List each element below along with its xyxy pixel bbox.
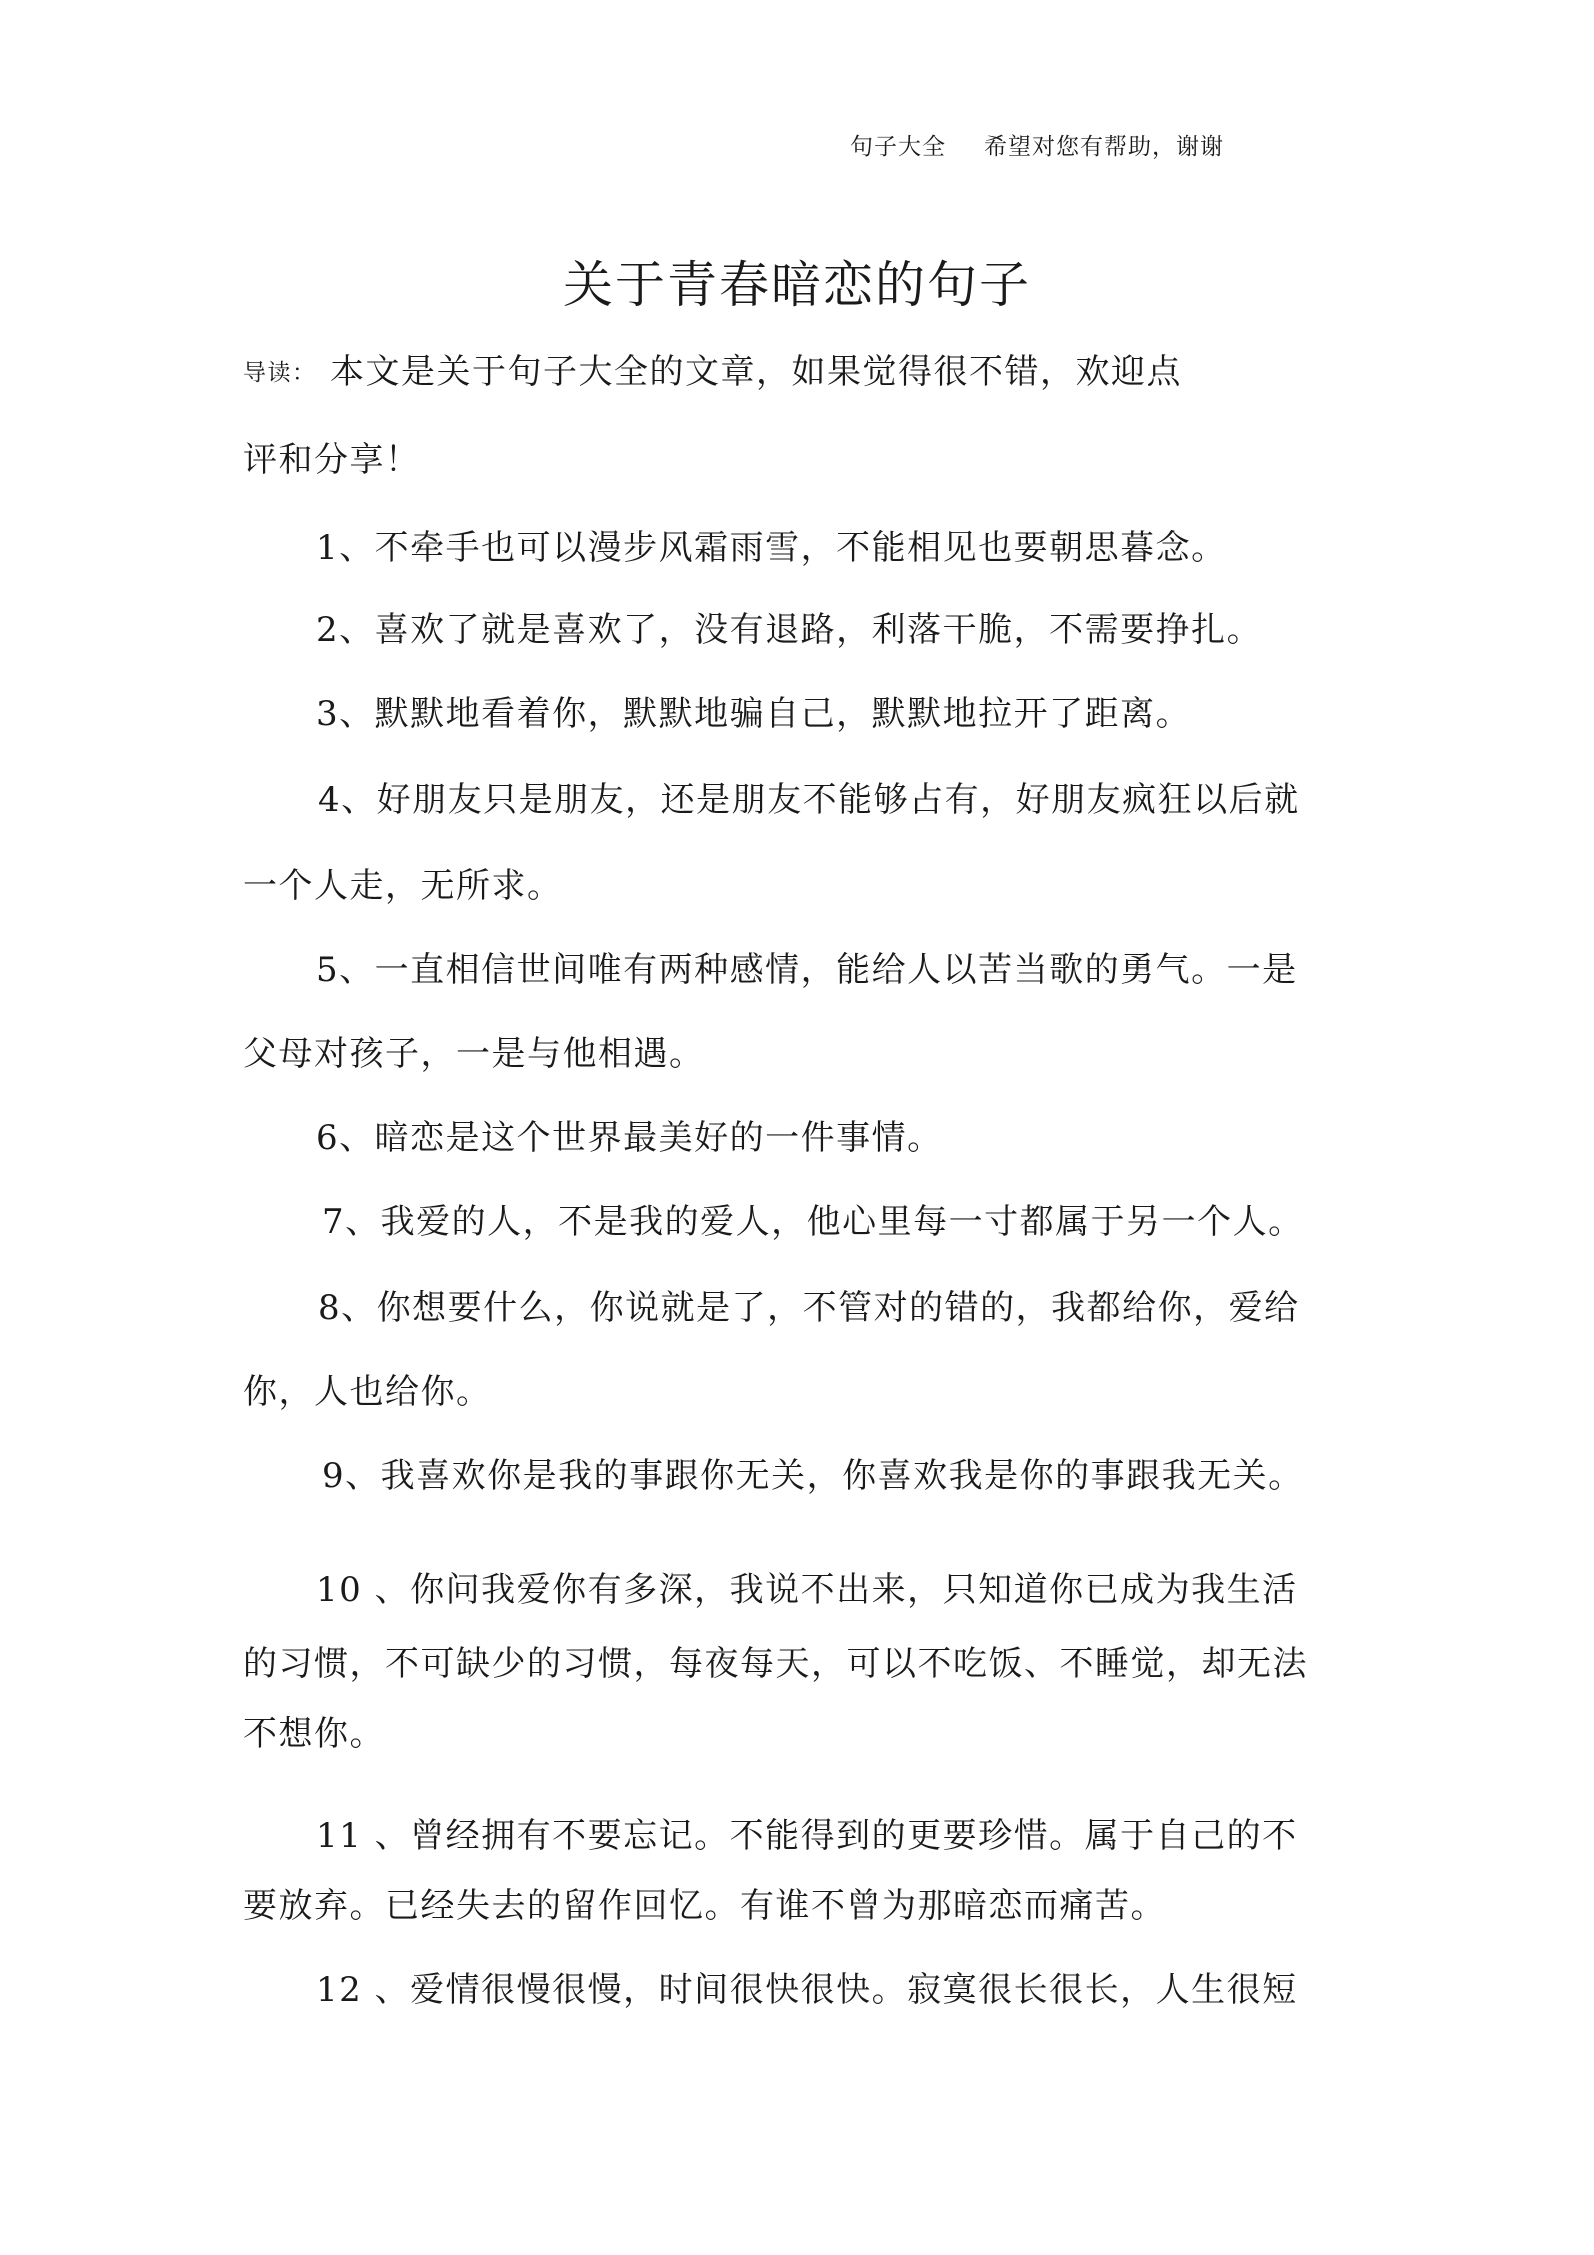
header-right-text: 希望对您有帮助，谢谢 — [984, 134, 1224, 160]
list-item-line: 4、好朋友只是朋友，还是朋友不能够占有，好朋友疯狂以后就 — [318, 780, 1300, 820]
list-item-line: 1、不牵手也可以漫步风霜雨雪，不能相见也要朝思暮念。 — [316, 528, 1227, 568]
list-item-line: 10 、你问我爱你有多深，我说不出来，只知道你已成为我生活 — [316, 1570, 1298, 1610]
list-item-line: 父母对孩子，一是与他相遇。 — [243, 1034, 705, 1074]
list-item-line: 7、我爱的人，不是我的爱人，他心里每一寸都属于另一个人。 — [322, 1202, 1304, 1242]
list-item-line: 你，人也给你。 — [243, 1372, 492, 1412]
list-item-line: 8、你想要什么，你说就是了，不管对的错的，我都给你，爱给 — [318, 1288, 1300, 1328]
intro-label: 导读： — [243, 360, 317, 386]
list-item-line: 12 、爱情很慢很慢，时间很快很快。寂寞很长很长，人生很短 — [316, 1970, 1298, 2010]
document-title: 关于青春暗恋的句子 — [563, 256, 1031, 314]
list-item-line: 6、暗恋是这个世界最美好的一件事情。 — [316, 1118, 943, 1158]
list-item-line: 2、喜欢了就是喜欢了，没有退路，利落干脆，不需要挣扎。 — [316, 610, 1263, 650]
list-item-line: 一个人走，无所求。 — [243, 866, 563, 906]
list-item-line: 3、默默地看着你，默默地骗自己，默默地拉开了距离。 — [316, 694, 1192, 734]
intro-line: 本文是关于句子大全的文章，如果觉得很不错，欢迎点 — [330, 352, 1182, 392]
list-item-line: 的习惯，不可缺少的习惯，每夜每天，可以不吃饭、不睡觉，却无法 — [243, 1644, 1308, 1684]
list-item-line: 11 、曾经拥有不要忘记。不能得到的更要珍惜。属于自己的不 — [316, 1816, 1298, 1856]
list-item-line: 9、我喜欢你是我的事跟你无关，你喜欢我是你的事跟我无关。 — [322, 1456, 1304, 1496]
list-item-line: 要放弃。已经失去的留作回忆。有谁不曾为那暗恋而痛苦。 — [243, 1886, 1166, 1926]
page-header — [850, 128, 1224, 161]
list-item-line: 5、一直相信世间唯有两种感情，能给人以苦当歌的勇气。一是 — [316, 950, 1298, 990]
list-item-line: 不想你。 — [243, 1714, 385, 1754]
header-left-text: 句子大全 — [850, 134, 946, 160]
intro-line: 评和分享！ — [243, 440, 421, 480]
